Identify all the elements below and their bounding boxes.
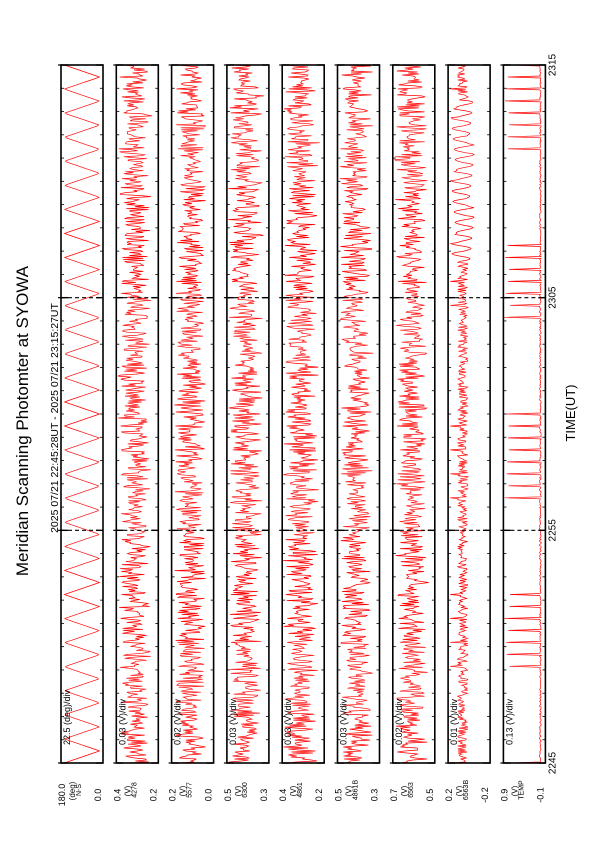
- trace-line: [504, 65, 541, 763]
- x-tick-label: 2315: [547, 53, 559, 77]
- channel-unit: (V): [178, 785, 188, 797]
- chart-time-range: 2025 07/21 22:45:28UT - 2025 07/21 23:15:27UT: [49, 303, 61, 533]
- panel-scale: 0.13 (V)/div: [504, 698, 515, 745]
- channel-unit: (V): [510, 785, 520, 797]
- panel-scale: 22.5 (deg)/div: [62, 689, 72, 745]
- x-axis-label: TIME(UT): [563, 384, 578, 442]
- trace-line: [340, 65, 374, 763]
- channel-name: 4861B: [352, 779, 360, 801]
- time-axis: [547, 53, 558, 774]
- y-tick-bottom: 0.5: [222, 788, 233, 802]
- channel-name: 6300: [241, 782, 249, 798]
- y-tick-top: -0.1: [535, 787, 546, 803]
- y-tick-bottom: 0.9: [499, 788, 510, 802]
- panel-frame: [448, 65, 490, 763]
- panel-scale: 0.02 (V)/div: [393, 698, 404, 745]
- y-tick-bottom: 0.5: [333, 788, 344, 802]
- channel-name: TEMP: [518, 780, 526, 800]
- channel-unit: (deg): [68, 781, 77, 801]
- y-tick-top: 0.3: [258, 788, 269, 802]
- trace-line: [283, 65, 320, 763]
- trace-line: [228, 65, 264, 763]
- y-tick-top: 0.0: [93, 788, 103, 802]
- channel-name: 4861: [297, 782, 305, 798]
- trace-line: [174, 65, 206, 763]
- trace-line: [450, 65, 474, 763]
- y-tick-bottom: 0.2: [167, 788, 178, 802]
- x-tick-label: 2245: [547, 751, 559, 775]
- panel-7: [389, 65, 435, 801]
- y-tick-top: 0.3: [369, 788, 380, 802]
- panel-6: [334, 65, 380, 801]
- channel-name: N-S: [76, 783, 83, 797]
- channel-name: 6563: [407, 782, 415, 798]
- panel-2: [112, 65, 158, 801]
- panel-4: [223, 65, 269, 801]
- channel-unit: (V): [344, 785, 354, 797]
- panel-frame: [172, 65, 214, 763]
- panel-scale: 0.02 (V)/div: [172, 698, 183, 745]
- x-tick-label: 2255: [547, 519, 559, 542]
- channel-name: 5577: [186, 782, 194, 798]
- trace-line: [64, 65, 99, 763]
- panel-3: [168, 65, 214, 801]
- y-tick-top: 0.2: [314, 788, 325, 802]
- panel-8: [444, 65, 490, 803]
- y-tick-top: -0.2: [480, 787, 491, 803]
- panel-scale: 0.03 (V)/div: [283, 698, 294, 745]
- channel-name: 6563B: [463, 779, 471, 801]
- panel-scale: 0.03 (V)/div: [338, 698, 349, 745]
- panel-9: [499, 65, 545, 803]
- trace-line: [395, 65, 429, 763]
- chart-title: Meridian Scanning Photomter at SYOWA: [13, 265, 32, 577]
- panel-scale: 0.03 (V)/div: [227, 698, 238, 745]
- y-tick-top: 0.0: [203, 788, 214, 802]
- panel-frame: [282, 65, 324, 763]
- y-tick-top: 0.5: [424, 788, 435, 802]
- trace-line: [118, 65, 152, 763]
- panel-1: [57, 65, 103, 806]
- panel-scale: 0.01 (V)/div: [449, 698, 460, 745]
- y-tick-bottom: 0.7: [388, 788, 399, 802]
- channel-unit: (V): [455, 785, 465, 797]
- panel-group: [57, 65, 545, 806]
- y-tick-top: 0.2: [148, 788, 159, 802]
- channel-unit: (V): [399, 785, 409, 797]
- channel-unit: (V): [289, 785, 299, 797]
- panel-5: [278, 65, 324, 801]
- channel-name: 4278: [131, 782, 139, 798]
- panel-scale: 0.03 (V)/div: [117, 698, 128, 745]
- y-tick-bottom: 0.4: [112, 788, 123, 802]
- y-tick-bottom: 180.0: [57, 783, 67, 807]
- y-tick-bottom: 0.2: [444, 788, 455, 802]
- channel-unit: (V): [123, 785, 133, 797]
- panel-frame: [61, 65, 103, 763]
- x-tick-label: 2305: [547, 286, 559, 309]
- y-tick-bottom: 0.4: [278, 788, 289, 802]
- channel-unit: (V): [233, 785, 243, 797]
